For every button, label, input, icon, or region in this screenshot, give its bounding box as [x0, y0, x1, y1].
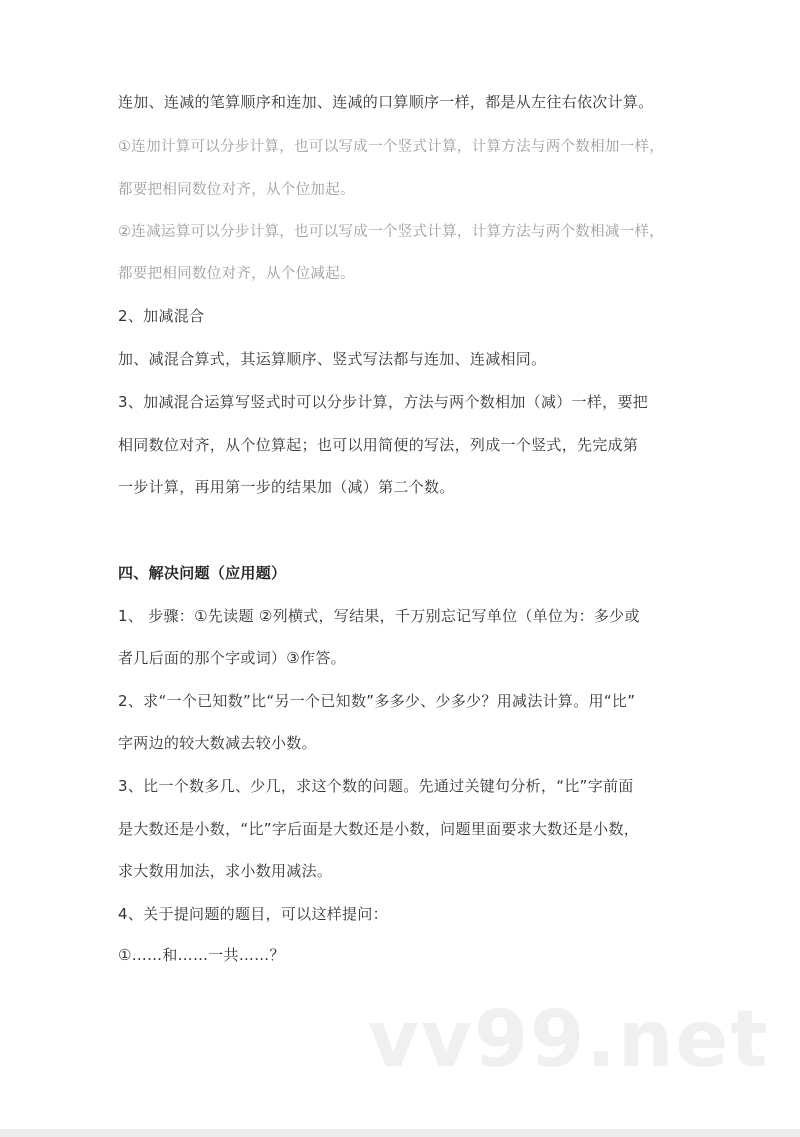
paragraph-line-8: 3、加减混合运算写竖式时可以分步计算，方法与两个数相加（减）一样，要把: [118, 393, 649, 411]
paragraph-line-10: 一步计算，再用第一步的结果加（减）第二个数。: [118, 478, 455, 496]
paragraph-line-7: 加、减混合算式，其运算顺序、竖式写法都与连加、连减相同。: [118, 350, 547, 368]
paragraph-line-12: 1、 步骤：①先读题 ②列横式，写结果，千万别忘记写单位（单位为：多少或: [118, 607, 640, 625]
paragraph-line-9: 相同数位对齐，从个位算起；也可以用简便的写法，列成一个竖式，先完成第: [118, 436, 639, 454]
paragraph-line-15: 字两边的较大数减去较小数。: [118, 734, 317, 752]
paragraph-line-19: 4、关于提问题的题目，可以这样提问：: [118, 905, 388, 923]
watermark: vv99.net: [368, 995, 770, 1085]
paragraph-line-5: 都要把相同数位对齐，从个位减起。: [118, 266, 355, 282]
paragraph-line-13: 者几后面的那个字或词）③作答。: [118, 649, 346, 667]
paragraph-line-1: 连加、连减的笔算顺序和连加、连减的口算顺序一样，都是从左往右依次计算。: [118, 93, 654, 111]
paragraph-line-14: 2、求“一个已知数”比“另一个已知数”多多少、少多少？用减法计算。用“比”: [118, 692, 636, 710]
paragraph-line-3: 都要把相同数位对齐，从个位加起。: [118, 182, 355, 198]
page-bottom-edge: [0, 1129, 800, 1137]
section-heading-mixed-operations: 2、加减混合: [118, 307, 205, 325]
paragraph-line-2: ①连加计算可以分步计算，也可以写成一个竖式计算，计算方法与两个数相加一样，: [118, 139, 665, 155]
paragraph-line-4: ②连减运算可以分步计算，也可以写成一个竖式计算，计算方法与两个数相减一样，: [118, 224, 665, 240]
section-heading-solve-problems: 四、解决问题（应用题）: [118, 564, 287, 582]
paragraph-line-20: ①……和……一共……？: [118, 946, 285, 964]
paragraph-line-18: 求大数用加法，求小数用减法。: [118, 862, 333, 880]
paragraph-line-17: 是大数还是小数，“比”字后面是大数还是小数，问题里面要求大数还是小数，: [118, 820, 640, 838]
paragraph-line-16: 3、比一个数多几、少几，求这个数的问题。先通过关键句分析，“比”字前面: [118, 777, 634, 795]
